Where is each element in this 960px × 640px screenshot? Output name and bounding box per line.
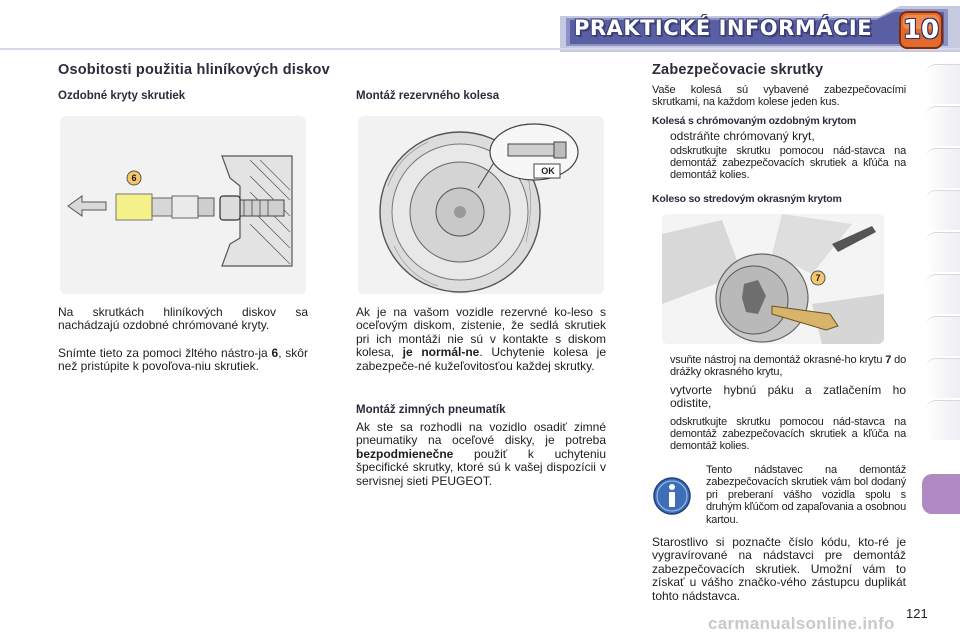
text-fragment: do drážky okrasného krytu, — [670, 354, 906, 379]
bullet-hand-icon — [652, 130, 670, 143]
watermark: carmanualsonline.info — [708, 614, 895, 633]
text-fragment: Ak ste sa rozhodli na vozidlo osadiť zimné pneumatiky na oceľové disky, je potreba — [356, 420, 606, 448]
page-section-title: PRAKTICKÉ INFORMÁCIE — [574, 16, 873, 40]
subheading-winter-tyres: Montáž zimných pneumatík — [356, 404, 506, 416]
bullet-text: vytvorte hybnú páku a zatlačením ho odistite, — [670, 383, 906, 411]
chapter-tab[interactable] — [926, 64, 960, 104]
subheading-centre-cap-wheel: Koleso so stredovým okrasným krytom — [652, 193, 842, 205]
paragraph-winter-tyres — [356, 421, 606, 488]
paragraph-locking-bolts-intro: Vaše kolesá sú vybavené zabezpečovacími skrutkami, na každom kolese jeden kus. — [652, 84, 906, 109]
text-fragment: použiť k uchyteniu špecifické skrutky, ktoré sú k vašej dispozícii v servisnej sieti PEUGEOT. — [356, 446, 606, 488]
paragraph-spare-wheel — [356, 306, 606, 373]
chapter-tab[interactable] — [926, 148, 960, 188]
chapter-tab[interactable] — [926, 106, 960, 146]
text-fragment: Ak je na vašom vozidle rezervné ko-leso s oceľovým diskom, zistenie, že sedlá skrutiek pri ich montáži nie sú v kontakte s diskom kolesa, — [356, 305, 606, 360]
info-note-text: Tento nádstavec na demontáž zabezpečovacích skrutiek vám bol dodaný pri preberaní vášho vozidla spolu s druhým kľúčom od zapaľovania a osobnou kartou. — [706, 464, 906, 526]
paragraph-remove-covers — [58, 347, 308, 374]
emphasis-mandatory: bezpodmienečne — [356, 446, 454, 461]
figure-label-7: 7 — [815, 273, 821, 283]
subheading-chrome-cover-wheels: Kolesá s chrómovaným ozdobným krytom — [652, 115, 857, 127]
chapter-tab[interactable] — [926, 400, 960, 440]
text-fragment: Snímte tieto za pomoci žltého nástro-ja — [58, 346, 272, 360]
figure-label-ok: OK — [541, 166, 555, 176]
tool-ref-7: 7 — [885, 354, 892, 366]
list-item — [652, 354, 906, 378]
spare-wheel-drawing — [358, 116, 604, 294]
centre-cap-illustration — [662, 214, 884, 344]
chapter-tab[interactable] — [926, 316, 960, 356]
bullet-text: odskrutkujte skrutku pomocou nád-stavca na demontáž zabezpečovacích skrutiek a kľúča na demontáž kolies. — [670, 145, 906, 182]
paragraph-code-note: Starostlivo si poznačte číslo kódu, kto-ré je vygravírované na nádstavci pre demontáž zabezpečovacích skrutiek. Umožní vám to získať u vášho značko-vého zástupcu duplikát tohto nádstavca. — [652, 535, 906, 603]
section-heading-aluminium-wheels: Osobitosti použitia hliníkových diskov — [58, 62, 330, 78]
bullet-text: odstráňte chrómovaný kryt, — [670, 129, 815, 143]
bullet-text: odskrutkujte skrutku pomocou nád-stavca na demontáž zabezpečovacích skrutiek a kľúča na demontáž kolies. — [670, 416, 906, 453]
info-note — [650, 464, 906, 530]
page-number: 121 — [906, 606, 928, 621]
spare-wheel-illustration — [358, 116, 604, 294]
emphasis-normal: je normál-ne — [402, 345, 480, 360]
chapter-tab[interactable] — [926, 190, 960, 230]
chapter-tab[interactable] — [926, 232, 960, 272]
bullet-hand-icon — [652, 145, 670, 182]
info-icon — [652, 476, 692, 516]
bullet-hand-icon — [652, 416, 670, 453]
chapter-tab[interactable] — [926, 358, 960, 398]
chapter-number: 10 — [902, 15, 940, 45]
paragraph-bolt-covers: Na skrutkách hliníkových diskov sa nachádzajú ozdobné chrómované kryty. — [58, 305, 308, 333]
bolt-cover-illustration — [60, 116, 306, 294]
bolt-cover-drawing — [60, 116, 306, 294]
section-heading-locking-bolts: Zabezpečovacie skrutky — [652, 62, 824, 78]
bullet-hand-icon — [652, 354, 670, 378]
text-fragment: . Uchytenie kolesa je zabezpeče-né kužeľovitosťou každej skrutky. — [356, 345, 606, 373]
chapter-tab[interactable] — [926, 274, 960, 314]
figure-label-6: 6 — [131, 173, 137, 183]
subheading-bolt-covers: Ozdobné kryty skrutiek — [58, 90, 186, 102]
list-item — [652, 416, 906, 453]
text-fragment: , skôr než pristúpite k povoľova-niu skrutiek. — [58, 346, 308, 374]
subheading-spare-wheel: Montáž rezervného kolesa — [356, 90, 500, 102]
list-item — [652, 130, 906, 143]
list-item — [652, 145, 906, 182]
bullet-text — [670, 354, 906, 378]
tool-ref-6: 6 — [271, 346, 279, 360]
text-fragment: vsuňte nástroj na demontáž okrasné-ho krytu — [670, 354, 886, 366]
centre-cap-drawing — [662, 214, 884, 344]
bullet-hand-icon — [652, 384, 670, 411]
chapter-tab-active[interactable] — [922, 474, 960, 514]
list-item — [652, 384, 906, 411]
chapter-tabs — [926, 64, 960, 624]
